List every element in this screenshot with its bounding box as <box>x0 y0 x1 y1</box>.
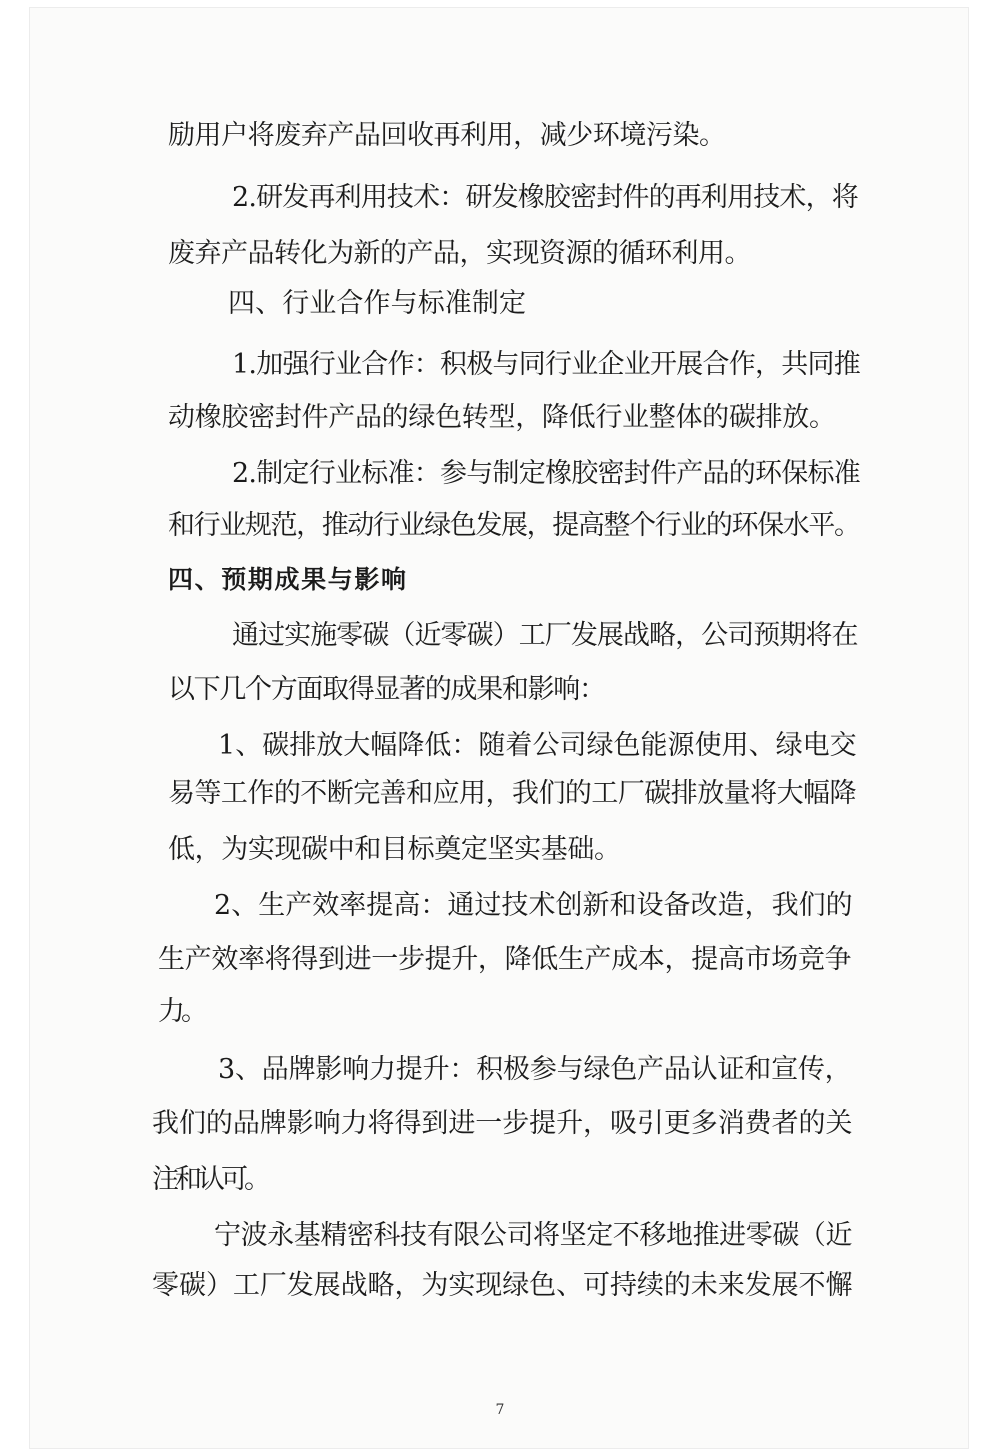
page-number: 7 <box>495 1402 505 1418</box>
text-line-07: 2.制定行业标准：参与制定橡胶密封件产品的环保标准 <box>232 458 861 489</box>
text-line-18: 3、品牌影响力提升：积极参与绿色产品认证和宣传， <box>218 1054 852 1085</box>
text-line-14: 低，为实现碳中和目标奠定坚实基础。 <box>168 834 621 865</box>
text-line-16: 生产效率将得到进一步提升，降低生产成本，提高市场竞争 <box>158 944 852 975</box>
text-line-02: 2.研发再利用技术：研发橡胶密封件的再利用技术，将 <box>232 182 858 213</box>
text-line-15: 2、生产效率提高：通过技术创新和设备改造，我们的 <box>214 890 853 921</box>
text-line-17: 力。 <box>158 996 204 1027</box>
section-heading: 四、预期成果与影响 <box>168 565 408 594</box>
text-line-12: 1、碳排放大幅降低：随着公司绿色能源使用、绿电交 <box>218 730 857 761</box>
text-line-21: 宁波永基精密科技有限公司将坚定不移地推进零碳（近 <box>214 1220 853 1251</box>
text-line-03: 废弃产品转化为新的产品，实现资源的循环利用。 <box>168 238 751 269</box>
text-line-20: 注和认可。 <box>152 1164 267 1195</box>
text-line-11: 以下几个方面取得显著的成果和影响： <box>168 674 605 705</box>
section-subheading: 四、行业合作与标准制定 <box>228 288 527 319</box>
text-line-01: 励用户将废弃产品回收再利用，减少环境污染。 <box>168 120 726 151</box>
text-line-13: 易等工作的不断完善和应用，我们的工厂碳排放量将大幅降 <box>168 778 856 809</box>
text-line-08: 和行业规范，推动行业绿色发展，提高整个行业的环保水平。 <box>168 510 860 541</box>
text-line-10: 通过实施零碳（近零碳）工厂发展战略，公司预期将在 <box>232 620 858 651</box>
text-line-06: 动橡胶密封件产品的绿色转型，降低行业整体的碳排放。 <box>168 402 836 433</box>
text-line-19: 我们的品牌影响力将得到进一步提升，吸引更多消费者的关 <box>152 1108 853 1139</box>
text-line-05: 1.加强行业合作：积极与同行业企业开展合作，共同推 <box>232 349 861 380</box>
text-line-22: 零碳）工厂发展战略，为实现绿色、可持续的未来发展不懈 <box>152 1270 853 1301</box>
